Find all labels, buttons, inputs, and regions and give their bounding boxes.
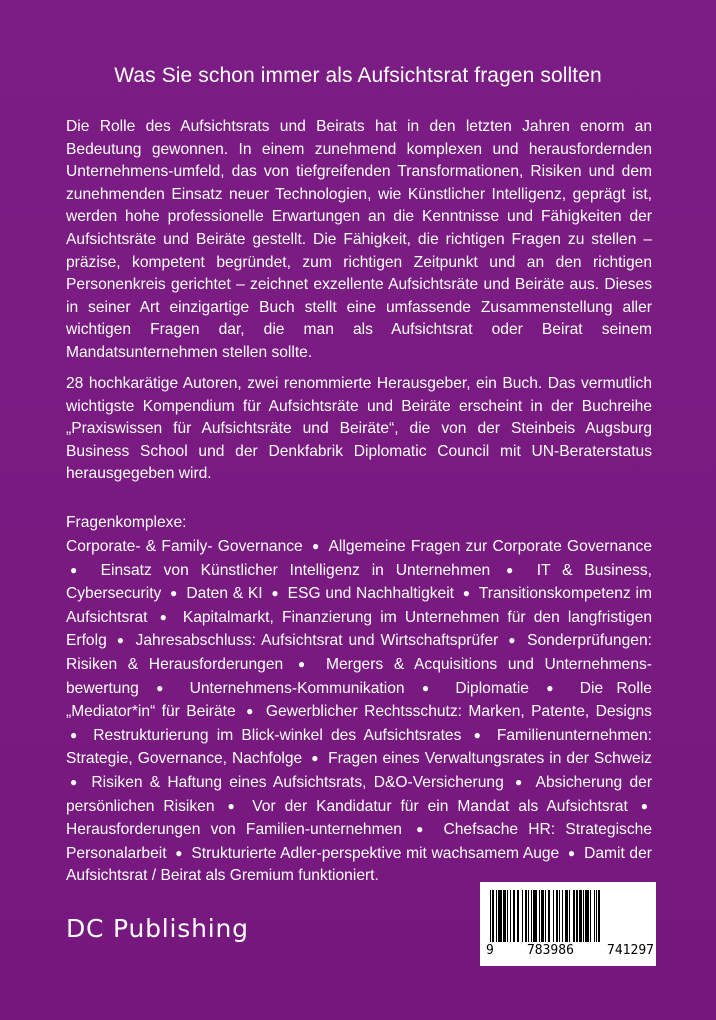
bullet-separator: ● [70, 727, 82, 742]
isbn-barcode [480, 882, 656, 966]
bullet-separator: ● [156, 680, 173, 695]
cover-title: Was Sie schon immer als Aufsichtsrat fragen sollten [114, 64, 602, 87]
barcode-bars [490, 890, 646, 942]
topic-item: Damit der Aufsichtsrat / Beirat als Gremium funktioniert. [66, 844, 652, 885]
topic-item: ESG und Nachhaltigkeit [287, 585, 455, 603]
topic-item: Daten & KI [186, 585, 263, 603]
bullet-separator: ● [159, 609, 171, 624]
bullet-separator: ● [640, 798, 648, 813]
topic-item: Einsatz von Künstlicher Intelligenz in Unternehmen [100, 561, 491, 579]
bullet-separator: ● [421, 680, 439, 695]
topic-item: Familienunternehmen: Strategie, Governance, Nachfolge [66, 726, 652, 768]
bullet-separator: ● [311, 751, 320, 766]
bullet-separator: ● [462, 586, 471, 601]
intro-paragraph: Die Rolle des Aufsichtsrats und Beirats hat in den letzten Jahren enorm an Bedeutung gewonnen. In einem zunehmend komplexen und herausfordernden Unternehmens-umfeld, das von tiefgreifenden Transformationen, Risiken und dem zunehmenden Einsatz neuer Technologien, wie Künstlicher Intelligenz, geprägt ist, werden hohe professionelle Erwartungen an die Kenntnisse und Fähigkeiten der Aufsichtsräte und Beiräte gestellt. Die Fähigkeit, die richtigen Fragen zu stellen – präzise, kompetent begründet, zum richtigen Zeitpunkt und an den richtigen Personenkreis gerichtet – zeichnet exzellente Aufsichtsräte und Beiräte aus. Dieses in seiner Art einzigartige Buch stellt eine umfassende Zusammenstellung aller wichtigen Fragen dar, die man als Aufsichtsrat oder Beirat seinem Mandatsunternehmen stellen sollte. [66, 118, 652, 361]
topic-item: Die Rolle „Mediator*in“ für Beiräte [66, 679, 652, 721]
bullet-separator: ● [508, 633, 518, 648]
topic-item: Kapitalmarkt, Finanzierung im Unternehmen für den langfristigen Erfolg [66, 608, 652, 650]
topic-item: Allgemeine Fragen zur Corporate Governance [328, 538, 652, 555]
bullet-separator: ● [246, 704, 256, 719]
bullet-separator: ● [227, 798, 240, 813]
bullet-separator: ● [170, 586, 178, 601]
bullet-separator: ● [175, 845, 183, 860]
topic-item: Mergers & Acquisitions und Unternehmens-bewertung [66, 655, 652, 697]
topic-item: Herausforderungen von Familien-unternehmen [66, 821, 402, 839]
barcode-digit-group: 741297 [607, 943, 654, 958]
bullet-separator: ● [416, 822, 430, 837]
topics-list [66, 535, 652, 888]
topic-item: Vor der Kandidatur für ein Mandat als Aufsichtsrat [252, 797, 628, 815]
topic-item: IT & Business, Cybersecurity [66, 561, 652, 603]
publisher-name: DC Publishing [66, 914, 249, 943]
barcode-bar [598, 890, 599, 942]
topic-item: Transitionskompetenz im Aufsichtsrat [66, 585, 652, 626]
bullet-separator: ● [567, 845, 576, 860]
topic-item: Sonderprüfungen: Risiken & Herausforderungen [66, 632, 652, 673]
bullet-separator: ● [506, 562, 521, 577]
topic-item: Strukturierte Adler-perspektive mit wachsamem Auge [191, 844, 560, 862]
topics-heading: Fragenkomplexe: [66, 514, 187, 531]
topic-item: Risiken & Haftung eines Aufsichtsrats, D&O-Versicherung [91, 773, 504, 791]
bullet-separator: ● [297, 656, 312, 671]
bullet-separator: ● [271, 586, 279, 601]
bullet-separator: ● [473, 727, 485, 742]
barcode-digit-group: 9 [486, 943, 494, 958]
topic-item: Corporate- & Family- Governance [66, 538, 303, 555]
barcode-digit-group: 783986 [526, 943, 574, 958]
topic-item: Restrukturierung im Blick-winkel des Aufsichtsrates [93, 726, 462, 744]
bullet-separator: ● [311, 539, 321, 553]
bullet-separator: ● [515, 774, 526, 789]
topic-item: Chefsache HR: Strategische Personalarbeit [66, 821, 652, 862]
topic-item: Absicherung der persönlichen Risiken [66, 773, 653, 815]
authors-paragraph: 28 hochkarätige Autoren, zwei renommierte Herausgeber, ein Buch. Das vermutlich wichtigste Kompendium für Aufsichtsräte und Beiräte erscheint in der Buchreihe „Praxiswissen für Aufsichtsräte und Beiräte“, die von der Steinbeis Augsburg Business School und der Denkfabrik Diplomatic Council mit UN-Beraterstatus herausgegeben wird. [66, 375, 652, 483]
topic-item: Gewerblicher Rechtsschutz: Marken, Patente, Designs [265, 703, 652, 721]
bullet-separator: ● [70, 774, 81, 789]
bullet-separator: ● [546, 680, 563, 695]
bullet-separator: ● [70, 562, 85, 577]
topic-item: Unternehmens-Kommunikation [189, 679, 405, 697]
bullet-separator: ● [116, 633, 126, 648]
topic-item: Diplomatie [455, 679, 529, 697]
topic-item: Fragen eines Verwaltungsrates in der Schweiz [328, 750, 652, 768]
barcode-number [486, 943, 654, 958]
topic-item: Jahresabschluss: Aufsichtsrat und Wirtschaftsprüfer [135, 632, 499, 650]
